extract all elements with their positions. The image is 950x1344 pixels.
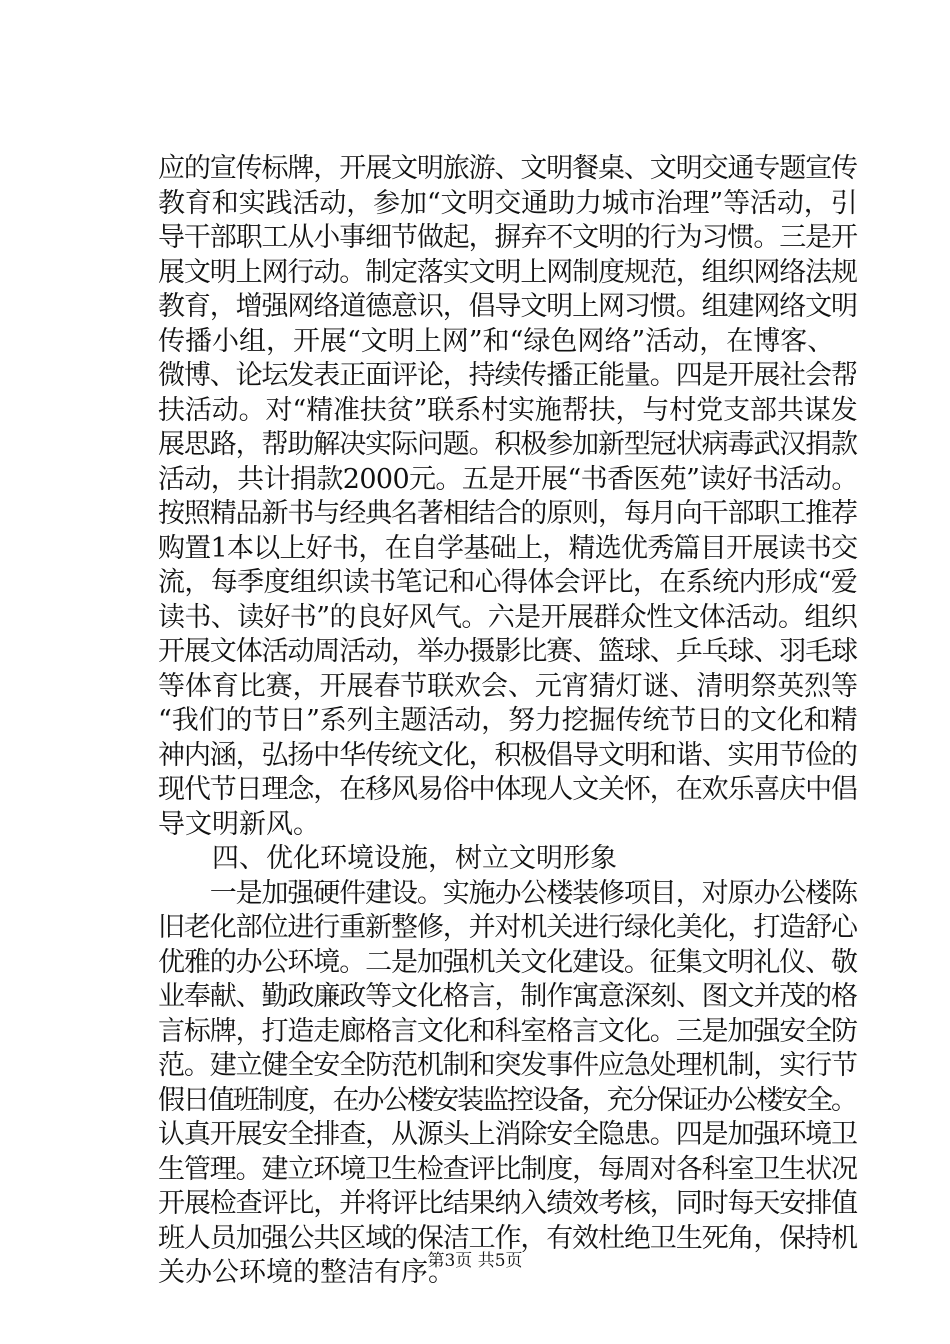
text-line: 开展检查评比，并将评比结果纳入绩效考核，同时每天安排值 (158, 1188, 857, 1219)
text-line: 应的宣传标牌，开展文明旅游、文明餐桌、文明交通专题宣传 (158, 153, 857, 184)
page-footer: 第3页 共5页 (427, 1251, 523, 1271)
text-line: 导文明新风。 (158, 808, 320, 840)
text-line: 现代节日理念，在移风易俗中体现人文关怀，在欢乐喜庆中倡 (158, 774, 857, 805)
text-line: 展思路，帮助解决实际问题。积极参加新型冠状病毒武汉捐款 (158, 429, 857, 460)
text-line: 微博、论坛发表正面评论，持续传播正能量。四是开展社会帮 (158, 360, 857, 391)
text-line: 神内涵，弘扬中华传统文化，积极倡导文明和谐、实用节俭的 (158, 739, 857, 771)
text-line: 一是加强硬件建设。实施办公楼装修项目，对原办公楼陈 (158, 877, 857, 909)
text-line: 展文明上网行动。制定落实文明上网制度规范，组织网络法规 (158, 256, 857, 288)
text-line: 业奉献、勤政廉政等文化格言，制作寓意深刻、图文并茂的格 (158, 981, 857, 1012)
text-line: 开展文体活动周活动，举办摄影比赛、篮球、乒乓球、羽毛球 (158, 636, 857, 667)
text-line: 流，每季度组织读书笔记和心得体会评比，在系统内形成“爱 (158, 567, 858, 598)
text-line: 认真开展安全排查，从源头上消除安全隐患。四是加强环境卫 (158, 1119, 857, 1150)
text-line: 教育和实践活动，参加“文明交通助力城市治理”等活动，引 (158, 187, 858, 219)
document-body (158, 152, 858, 1291)
text-line: 言标牌，打造走廊格言文化和科室格言文化。三是加强安全防 (158, 1015, 857, 1047)
text-line: 购置1本以上好书，在自学基础上，精选优秀篇目开展读书交 (158, 532, 858, 564)
text-line: 教育，增强网络道德意识，倡导文明上网习惯。组建网络文明 (158, 291, 857, 322)
text-line: 优雅的办公环境。二是加强机关文化建设。征集文明礼仪、敬 (158, 946, 857, 978)
text-line: 假日值班制度，在办公楼安装监控设备，充分保证办公楼安全。 (158, 1084, 856, 1116)
text-line: 旧老化部位进行重新整修，并对机关进行绿化美化，打造舒心 (158, 912, 857, 943)
text-line: “我们的节日”系列主题活动，努力挖掘传统节日的文化和精 (158, 705, 858, 736)
text-line: 等体育比赛，开展春节联欢会、元宵猜灯谜、清明祭英烈等 (158, 670, 858, 702)
text-line: 范。建立健全安全防范机制和突发事件应急处理机制，实行节 (158, 1050, 857, 1081)
text-line: 按照精品新书与经典名著相结合的原则，每月向干部职工推荐 (158, 498, 857, 529)
text-line: 生管理。建立环境卫生检查评比制度，每周对各科室卫生状况 (158, 1153, 857, 1185)
text-line: 班人员加强公共区域的保洁工作，有效杜绝卫生死角，保持机 (158, 1222, 857, 1254)
text-line: 导干部职工从小事细节做起，摒弃不文明的行为习惯。三是开 (158, 222, 857, 253)
text-line: 活动，共计捐款2000元。五是开展“书香医苑”读好书活动。 (158, 463, 858, 495)
text-line: 传播小组，开展“文明上网”和“绿色网络”活动，在博客、 (158, 325, 835, 357)
text-line: 扶活动。对“精准扶贫”联系村实施帮扶，与村党支部共谋发 (158, 394, 858, 426)
text-line: 关办公环境的整洁有序。 (158, 1257, 455, 1288)
text-line: 四、优化环境设施，树立文明形象 (158, 843, 617, 874)
text-line: 读书、读好书”的良好风气。六是开展群众性文体活动。组织 (158, 601, 858, 633)
